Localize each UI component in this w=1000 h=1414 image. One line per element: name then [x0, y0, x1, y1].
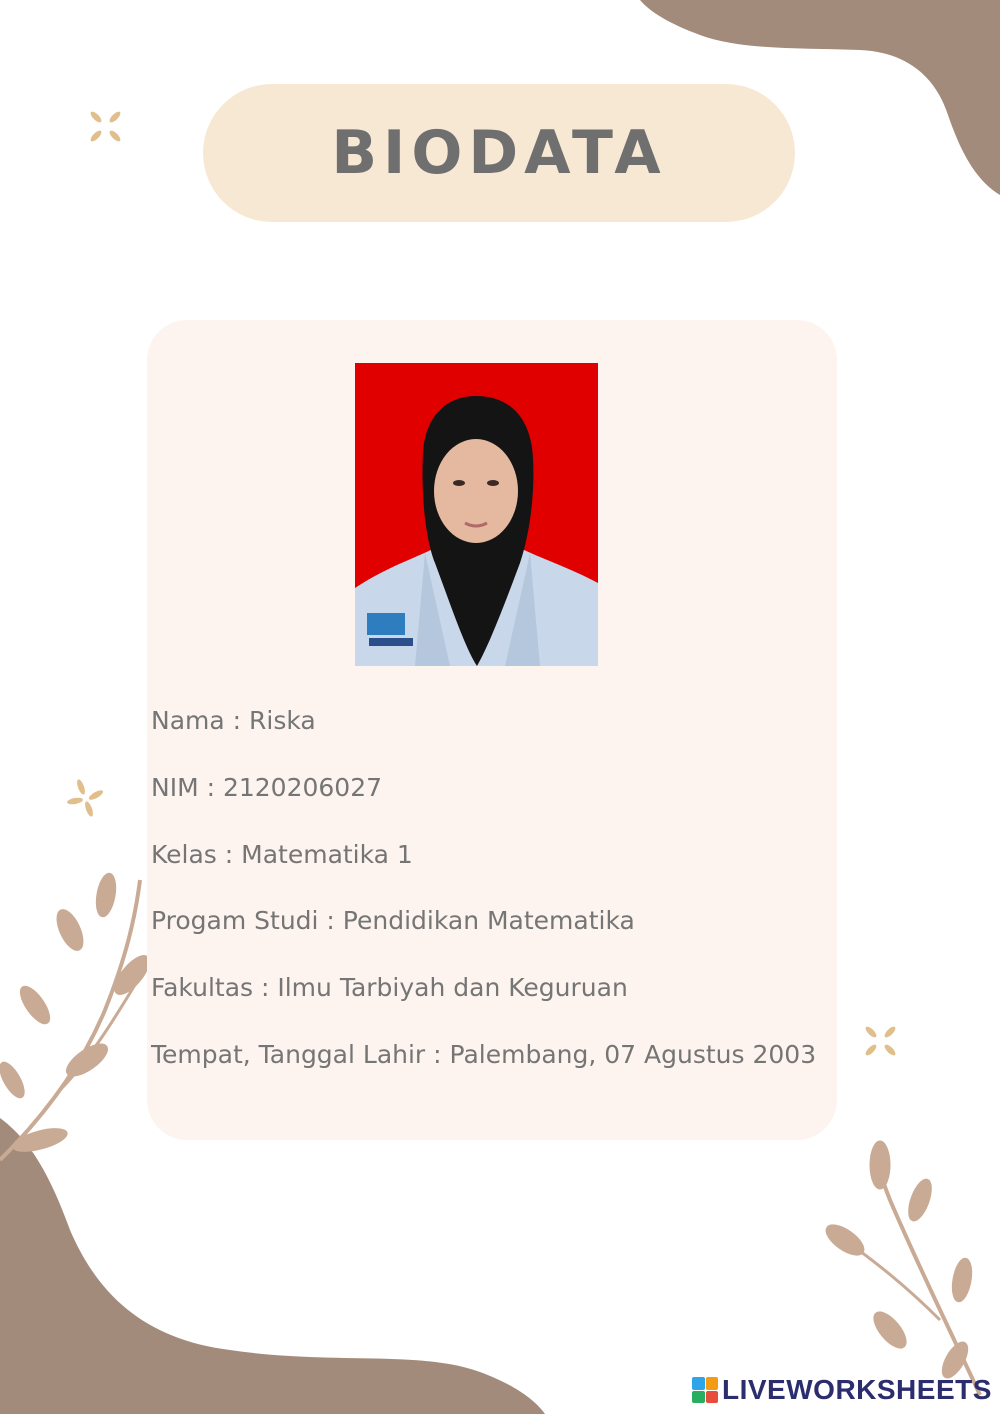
title-banner — [203, 84, 795, 222]
field-program-studi: Progam Studi : Pendidikan Matematika — [151, 906, 635, 935]
field-fakultas: Fakultas : Ilmu Tarbiyah dan Keguruan — [151, 973, 628, 1002]
field-nama: Nama : Riska — [151, 706, 316, 735]
watermark-text: LIVEWORKSHEETS — [722, 1374, 992, 1405]
page-title: BIODATA — [331, 118, 667, 188]
field-tempat-tanggal-lahir: Tempat, Tanggal Lahir : Palembang, 07 Agustus 2003 — [151, 1040, 817, 1069]
right-leaf-branch — [821, 1141, 980, 1395]
liveworksheets-logo-icon — [692, 1377, 718, 1403]
left-leaf-branch — [0, 872, 155, 1160]
sparkle-left — [67, 778, 105, 817]
liveworksheets-watermark — [692, 1372, 992, 1408]
profile-photo — [355, 363, 598, 666]
sparkle-top-left — [89, 110, 122, 143]
field-nim: NIM : 2120206027 — [151, 773, 383, 802]
field-kelas: Kelas : Matematika 1 — [151, 840, 413, 869]
sparkle-right — [864, 1025, 897, 1057]
bottom-left-blob — [0, 1118, 545, 1414]
